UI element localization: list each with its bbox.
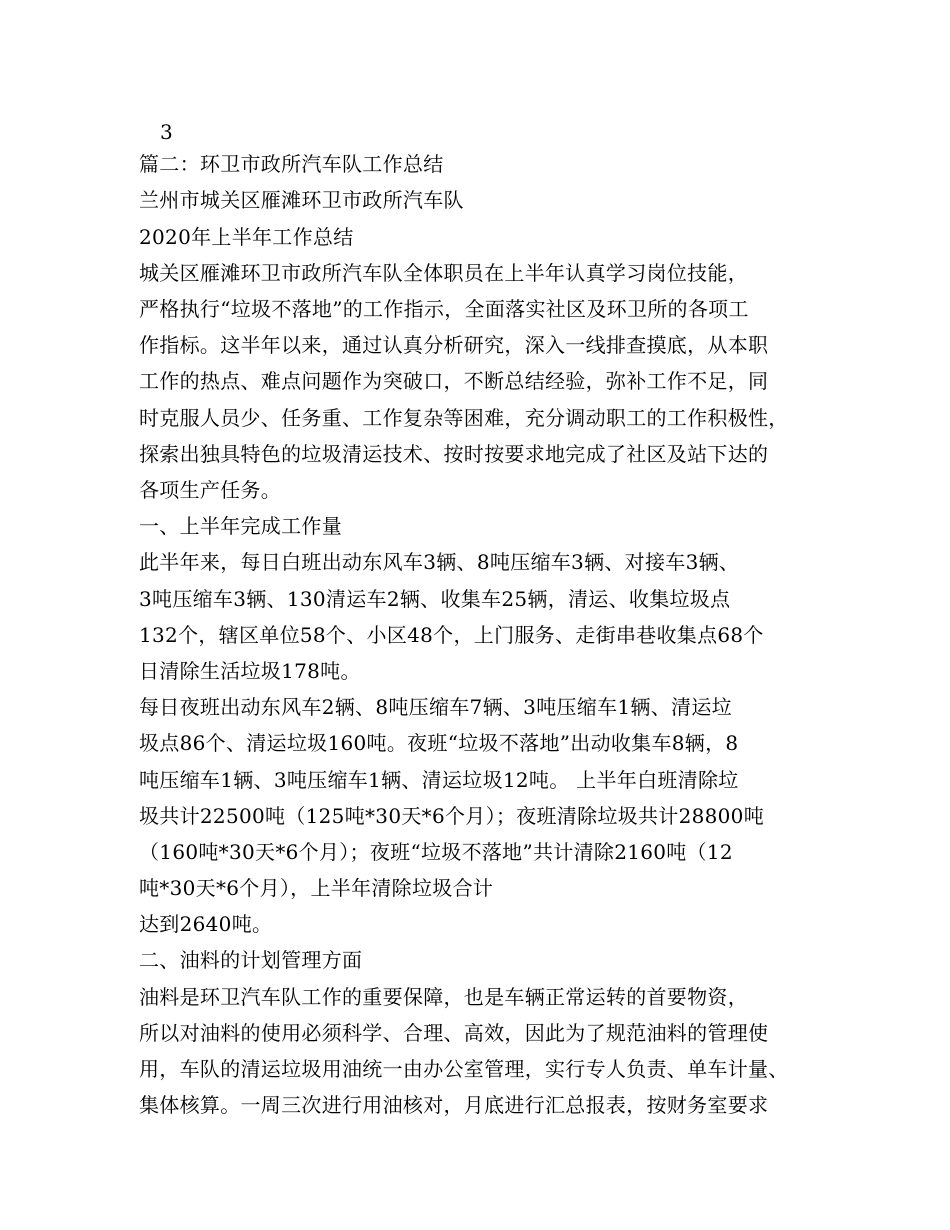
page-number: 3 bbox=[160, 120, 174, 144]
paragraph-line: 探索出独具特色的垃圾清运技术、按时按要求地完成了社区及站下达的 bbox=[139, 442, 769, 466]
paragraph-line: 132个，辖区单位58个、小区48个，上门服务、走街串巷收集点68个 bbox=[139, 623, 764, 647]
section-title: 篇二：环卫市政所汽车队工作总结 bbox=[139, 152, 444, 176]
paragraph-line: 此半年来，每日白班出动东风车3辆、8吨压缩车3辆、对接车3辆、 bbox=[139, 550, 740, 574]
paragraph-line: 集体核算。一周三次进行用油核对，月底进行汇总报表，按财务室要求 bbox=[139, 1093, 769, 1117]
organization-name: 兰州市城关区雁滩环卫市政所汽车队 bbox=[139, 188, 464, 212]
paragraph-line: 每日夜班出动东风车2辆、8吨压缩车7辆、3吨压缩车1辆、清运垃 bbox=[139, 695, 732, 719]
paragraph-line: 时克服人员少、任务重、工作复杂等困难，充分调动职工的工作积极性， bbox=[139, 406, 789, 430]
report-title: 2020年上半年工作总结 bbox=[139, 225, 354, 249]
paragraph-line: 3吨压缩车3辆、130清运车2辆、收集车25辆，清运、收集垃圾点 bbox=[139, 587, 731, 611]
paragraph-line: 城关区雁滩环卫市政所汽车队全体职员在上半年认真学习岗位技能， bbox=[139, 261, 748, 285]
paragraph-line: 圾共计22500吨（125吨*30天*6个月）；夜班清除垃圾共计28800吨 bbox=[139, 804, 764, 828]
paragraph-line: 吨*30天*6个月），上半年清除垃圾合计 bbox=[139, 876, 494, 900]
paragraph-line: 所以对油料的使用必须科学、合理、高效，因此为了规范油料的管理使 bbox=[139, 1021, 769, 1045]
section-heading-1: 一、上半年完成工作量 bbox=[139, 514, 342, 538]
paragraph-line: 达到2640吨。 bbox=[139, 912, 273, 936]
paragraph-line: 油料是环卫汽车队工作的重要保障，也是车辆正常运转的首要物资， bbox=[139, 985, 748, 1009]
paragraph-line: 各项生产任务。 bbox=[139, 478, 282, 502]
paragraph-line: 日清除生活垃圾178吨。 bbox=[139, 659, 361, 683]
paragraph-line: 吨压缩车1辆、3吨压缩车1辆、清运垃圾12吨。 上半年白班清除垃 bbox=[139, 768, 739, 792]
paragraph-line: 作指标。这半年以来，通过认真分析研究，深入一线排查摸底，从本职 bbox=[139, 333, 769, 357]
paragraph-line: （160吨*30天*6个月）；夜班“垃圾不落地”共计清除2160吨（12 bbox=[139, 840, 733, 864]
section-heading-2: 二、油料的计划管理方面 bbox=[139, 948, 363, 972]
paragraph-line: 圾点86个、清运垃圾160吨。夜班“垃圾不落地”出动收集车8辆，8 bbox=[139, 731, 739, 755]
paragraph-line: 工作的热点、难点问题作为突破口，不断总结经验，弥补工作不足，同 bbox=[139, 369, 769, 393]
paragraph-line: 严格执行“垃圾不落地”的工作指示，全面落实社区及环卫所的各项工 bbox=[139, 297, 749, 321]
paragraph-line: 用，车队的清运垃圾用油统一由办公室管理，实行专人负责、单车计量、 bbox=[139, 1057, 789, 1081]
